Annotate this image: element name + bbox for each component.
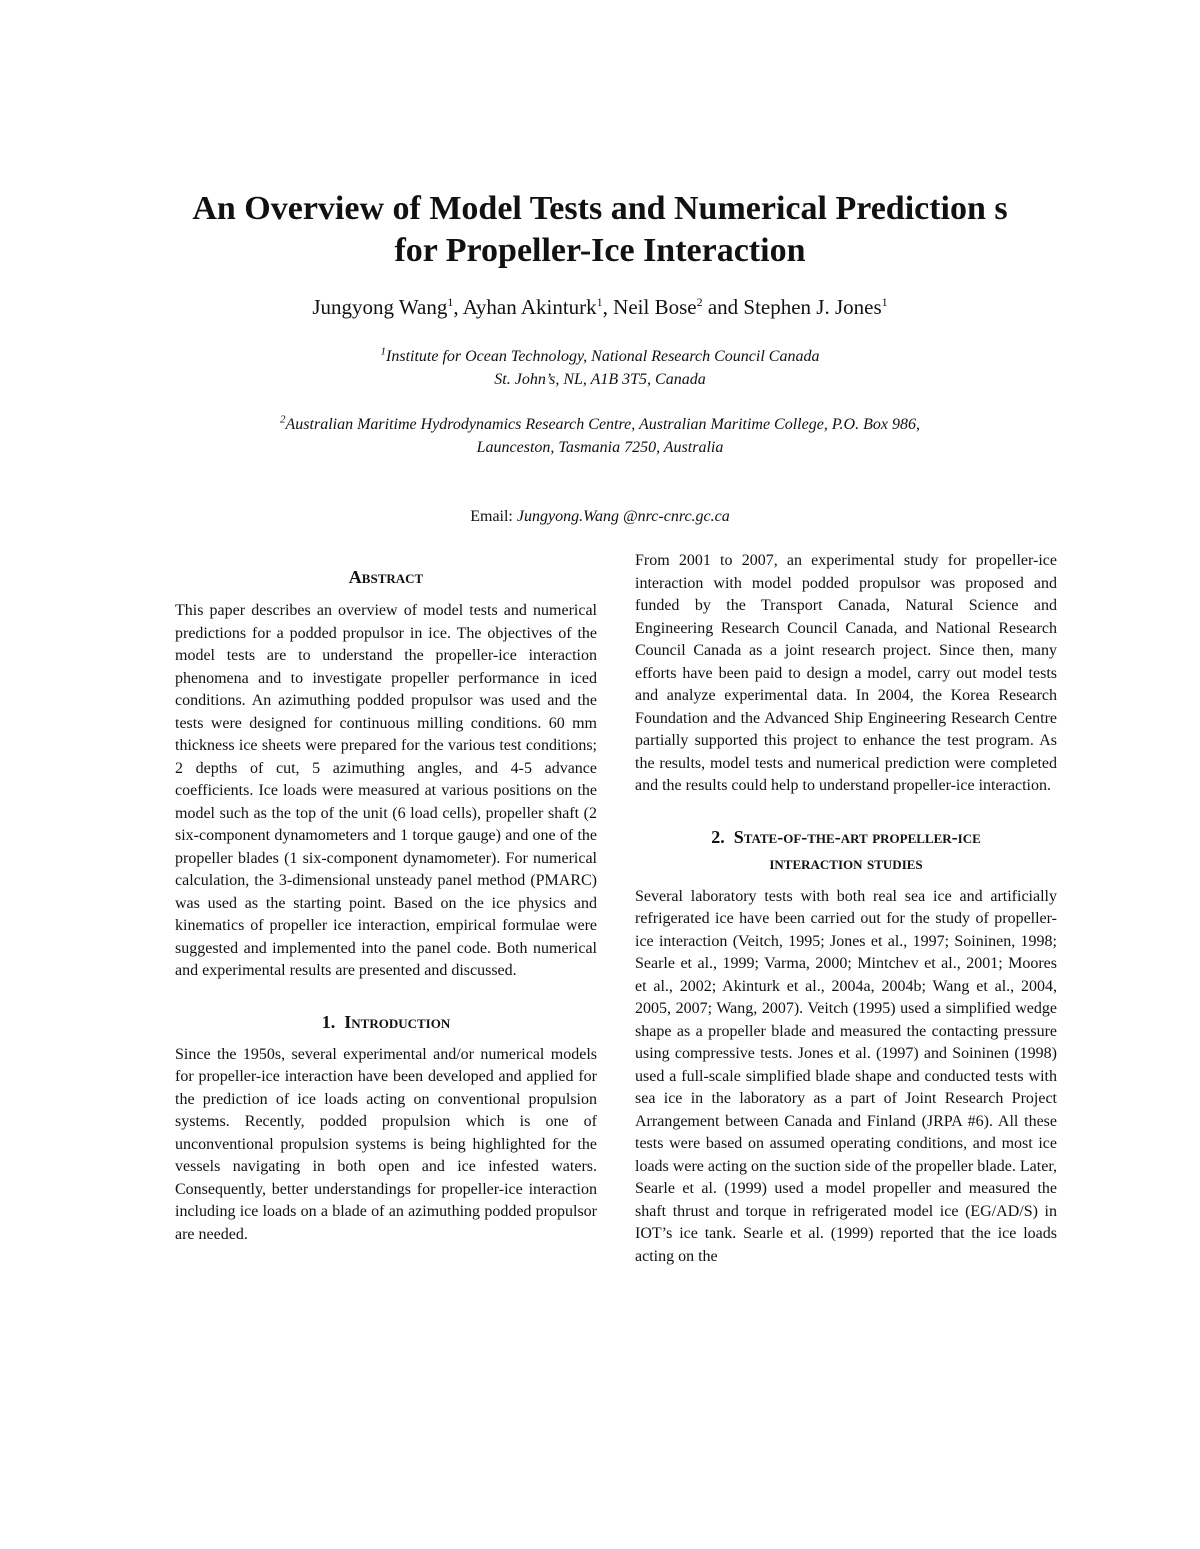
- author-name: Neil Bose: [613, 295, 697, 319]
- affiliation-mark: 1: [380, 345, 387, 358]
- author-affil-mark: 1: [447, 295, 454, 309]
- author-separator: ,: [602, 295, 614, 319]
- author-list: [130, 292, 1070, 322]
- affiliation-line: Launceston, Tasmania 7250, Australia: [476, 439, 724, 456]
- right-column: [635, 550, 1057, 1268]
- affiliation-line: St. John’s, NL, A1B 3T5, Canada: [494, 371, 706, 388]
- author-name: Jungyong Wang: [312, 295, 448, 319]
- introduction-heading: [175, 1009, 597, 1035]
- section-title: State-of-the-art propeller-ice: [733, 826, 981, 847]
- introduction-paragraph-2: From 2001 to 2007, an experimental study for propeller-ice interaction with model podded propulsor was proposed and funded by the Transport Canada, Natural Science and Engineering Research Council Canada, and National Research Council Canada as a joint research project. Since then, many efforts have been paid to design a model, carry out model tests and analyze experimental data. In 2004, the Korea Research Foundation and the Advanced Ship Engineering Research Centre partially supported this project to enhance the test program. As the results, model tests and numerical prediction were completed and the results could help to understand propeller-ice interaction.: [635, 552, 1057, 794]
- affiliation-line: [130, 413, 1070, 436]
- title-line-2: for Propeller-Ice Interaction: [394, 232, 806, 269]
- introduction-paragraph-1: Since the 1950s, several experimental and/or numerical models for propeller-ice interaction have been developed and applied for the prediction of ice loads acting on conventional propulsion systems. Recently, podded propulsion which is one of unconventional propulsion systems is being highlighted for the vessels navigating in both open and ice infested waters. Consequently, better understandings for propeller-ice interaction including ice loads on a blade of an azimuthing podded propulsor are needed.: [175, 1045, 597, 1243]
- author-separator: ,: [453, 295, 463, 319]
- affiliation-1: [130, 345, 1070, 391]
- email-address[interactable]: Jungyong.Wang @nrc-cnrc.gc.ca: [516, 508, 730, 525]
- section-2-heading: [635, 824, 1057, 876]
- contact-email: [130, 505, 1070, 528]
- author-affil-mark: 2: [696, 295, 703, 309]
- section-2-paragraph-1: Several laboratory tests with both real sea ice and artificially refrigerated ice have been carried out for the study of propeller-ice interaction (Veitch, 1995; Jones et al., 1997; Soininen, 1998; Searle et al., 1999; Varma, 2000; Mintchev et al., 2001; Moores et al., 2002; Akinturk et al., 2004a, 2004b; Wang et al., 2004, 2005, 2007; Wang, 2007). Veitch (1995) used a simplified wedge shape as a propeller blade and measured the contacting pressure using compressive tests. Jones et al. (1997) and Soininen (1998) used a full-scale simplified blade shape and conducted tests with sea ice in the laboratory as a part of Joint Research Project Arrangement between Canada and Finland (JRPA #6). All these tests were based on assumed operating conditions, and most ice loads were acting on the suction side of the propeller blade. Later, Searle et al. (1999) used a model propeller and measured the shaft thrust and torque in refrigerated model ice (EG/AD/S) in IOT’s ice tank. Searle et al. (1999) reported that the ice loads acting on the: [635, 887, 1057, 1265]
- email-label: Email:: [470, 508, 517, 525]
- author-affil-mark: 1: [596, 295, 603, 309]
- author-separator: and: [702, 295, 744, 319]
- author-affil-mark: 1: [881, 295, 888, 309]
- affiliation-mark: 2: [280, 413, 286, 426]
- abstract-text: This paper describes an overview of model tests and numerical predictions for a podded propulsor in ice. The objectives of the model tests are to understand the propeller-ice interaction phenomena and to investigate propeller performance in iced conditions. An azimuthing podded propulsor was used and the tests were designed for continuous milling conditions. 60 mm thickness ice sheets were prepared for the various test conditions; 2 depths of cut, 5 azimuthing angles, and 4-5 advance coefficients. Ice loads were measured at various positions on the model such as the top of the unit (6 load cells), propeller shaft (2 six-component dynamometers and 1 torque gauge) and one of the propeller blades (1 six-component dynamometer). For numerical calculation, the 3-dimensional unsteady panel method (PMARC) was used as the starting point. Based on the ice physics and kinematics of propeller ice interaction, empirical formulae were suggested and implemented into the panel code. Both numerical and experimental results are presented and discussed.: [175, 602, 597, 979]
- affiliation-text: Australian Maritime Hydrodynamics Research Centre, Australian Maritime College, P.O. Box 986,: [285, 416, 920, 433]
- section-number: 2.: [711, 826, 725, 847]
- author-name: Stephen J. Jones: [743, 295, 882, 319]
- abstract-heading: Abstract: [348, 567, 424, 587]
- affiliation-line: [130, 345, 1070, 368]
- section-title: Introduction: [344, 1011, 451, 1032]
- affiliation-text: Institute for Ocean Technology, National Research Council Canada: [386, 348, 820, 365]
- author-name: Ayhan Akinturk: [462, 295, 597, 319]
- title-line-1: An Overview of Model Tests and Numerical Prediction s: [192, 190, 1008, 227]
- affiliation-2: [130, 413, 1070, 459]
- left-column: [175, 550, 597, 1246]
- paper-title: [130, 188, 1070, 272]
- section-2-heading-line-2: interaction studies: [769, 852, 923, 873]
- section-2-heading-line-1: [635, 824, 1057, 850]
- section-number: 1.: [321, 1011, 336, 1032]
